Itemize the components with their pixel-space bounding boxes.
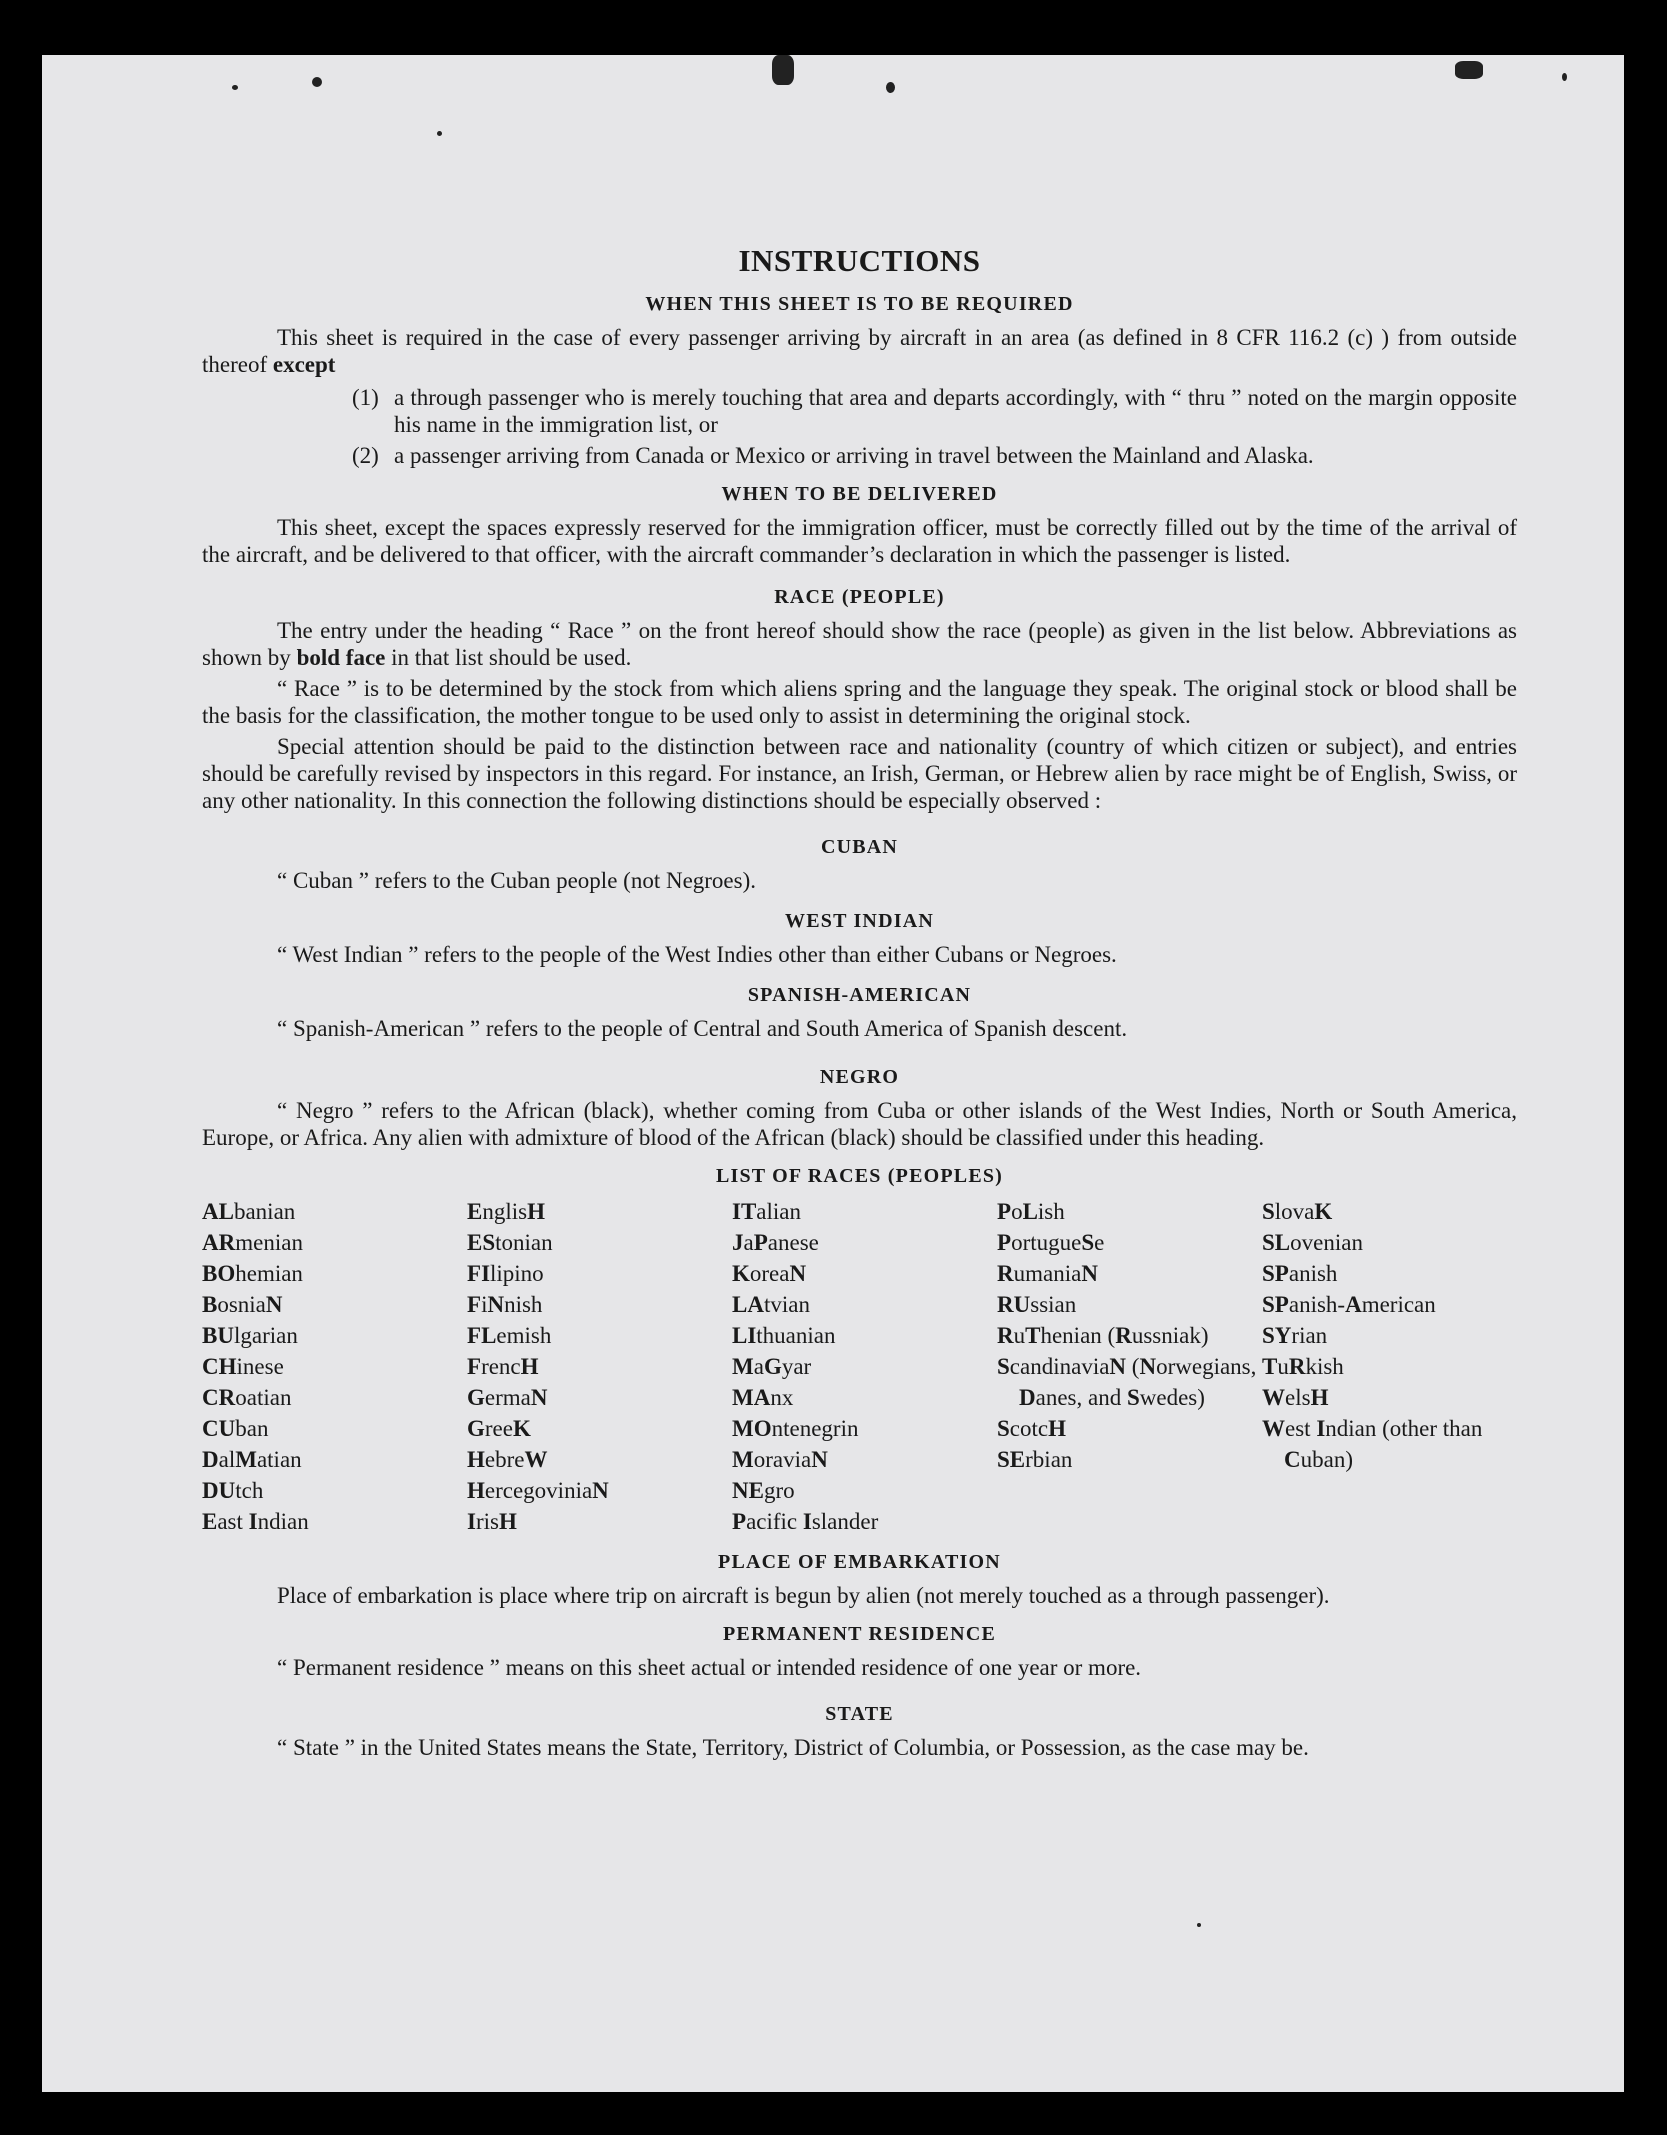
race-entry: DalMatian (202, 1447, 302, 1472)
heading-negro: NEGRO (819, 1066, 900, 1088)
scan-speck (1562, 73, 1567, 81)
race-entry: MOntenegrin (732, 1416, 859, 1441)
race-entry: FiNnish (467, 1292, 543, 1317)
exception-text: a passenger arriving from Canada or Mexico or arriving in travel between the Mainland and Alaska. (394, 443, 1314, 468)
race-entry: HercegoviniaN (467, 1478, 609, 1503)
race-entry: EnglisH (467, 1199, 545, 1224)
heading-west-indian: WEST INDIAN (785, 910, 934, 932)
races-column-5 (1262, 1196, 1527, 1537)
races-column-1 (202, 1196, 467, 1537)
race-entry: ARmenian (202, 1230, 303, 1255)
scan-speck (772, 55, 794, 85)
race-entry: LIthuanian (732, 1323, 836, 1348)
race-entry: LAtvian (732, 1292, 810, 1317)
heading-cuban: CUBAN (820, 836, 899, 858)
race-entry: CHinese (202, 1354, 284, 1379)
required-intro (202, 324, 1517, 378)
cuban-definition: “ Cuban ” refers to the Cuban people (not Negroes). (277, 868, 757, 893)
exception-text: a through passenger who is merely touching that area and departs accordingly, with “ thru ” noted on the margin opposite his name in the immigration list, or (394, 385, 1517, 437)
embarkation-text: Place of embarkation is place where trip on aircraft is begun by alien (not merely touched as a through passenger). (277, 1583, 1330, 1608)
scan-speck (437, 131, 442, 136)
page-title: INSTRUCTIONS (738, 243, 981, 278)
document-page (42, 55, 1624, 2092)
race-entry: HebreW (467, 1447, 548, 1472)
west-indian-definition: “ West Indian ” refers to the people of the West Indies other than either Cubans or Negroes. (277, 942, 1117, 967)
race-entry: FLemish (467, 1323, 552, 1348)
race-p1-bold: bold face (296, 645, 386, 670)
race-entry: ALbanian (202, 1199, 296, 1224)
race-entry: BUlgarian (202, 1323, 298, 1348)
race-entry: ITalian (732, 1199, 801, 1224)
race-entry: ScandinaviaN (Norwegians, Danes, and Swedes) (997, 1354, 1257, 1410)
race-entry: IrisH (467, 1509, 517, 1534)
race-entry: FrencH (467, 1354, 539, 1379)
race-entry: DUtch (202, 1478, 264, 1503)
race-entry: BosniaN (202, 1292, 283, 1317)
residence-definition: “ Permanent residence ” means on this sheet actual or intended residence of one year or more. (277, 1655, 1142, 1680)
race-entry: RUssian (997, 1292, 1077, 1317)
race-entry: JaPanese (732, 1230, 819, 1255)
race-entry: West Indian (other than Cuban) (1262, 1416, 1483, 1472)
exception-list (352, 384, 1517, 469)
race-entry: BOhemian (202, 1261, 303, 1286)
race-paragraph-2: “ Race ” is to be determined by the stock from which aliens spring and the language they speak. The original stock or blood shall be the basis for the classification, the mother tongue to be used only to assist in determining the original stock. (202, 676, 1517, 728)
heading-residence: PERMANENT RESIDENCE (722, 1623, 997, 1645)
race-entry: SYrian (1262, 1323, 1328, 1348)
required-intro-bold: except (272, 352, 336, 377)
scan-speck (312, 77, 322, 87)
exception-item (352, 442, 1517, 469)
state-definition: “ State ” in the United States means the State, Territory, District of Columbia, or Possession, as the case may be. (277, 1735, 1309, 1760)
scan-speck (232, 85, 238, 90)
exception-number: (1) (352, 385, 379, 410)
race-entry: WelsH (1262, 1385, 1329, 1410)
race-entry: PortugueSe (997, 1230, 1105, 1255)
exception-number: (2) (352, 443, 379, 468)
race-entry: RumaniaN (997, 1261, 1098, 1286)
race-entry: MAnx (732, 1385, 794, 1410)
heading-embarkation: PLACE OF EMBARKATION (718, 1551, 1001, 1573)
race-entry: SPanish-American (1262, 1292, 1436, 1317)
race-entry: TuRkish (1262, 1354, 1344, 1379)
race-entry: MoraviaN (732, 1447, 828, 1472)
race-entry: MaGyar (732, 1354, 812, 1379)
race-entry: EStonian (467, 1230, 553, 1255)
exception-item (352, 384, 1517, 438)
race-p1-text-end: in that list should be used. (391, 645, 632, 670)
race-entry: SErbian (997, 1447, 1073, 1472)
race-paragraph-1 (202, 617, 1517, 671)
races-column-3 (732, 1196, 997, 1537)
race-entry: PoLish (997, 1199, 1065, 1224)
heading-state: STATE (825, 1703, 894, 1725)
negro-definition: “ Negro ” refers to the African (black), whether coming from Cuba or other islands of the West Indies, North or South America, Europe, or Africa. Any alien with admixture of blood of the African (black) should be classified under this heading. (202, 1098, 1517, 1150)
spanish-american-definition: “ Spanish-American ” refers to the people of Central and South America of Spanish descent. (277, 1016, 1128, 1041)
races-column-2 (467, 1196, 732, 1537)
race-entry: Pacific Islander (732, 1509, 879, 1534)
scan-speck (1455, 61, 1483, 79)
race-entry: SLovenian (1262, 1230, 1363, 1255)
scan-speck (886, 82, 895, 93)
race-entry: KoreaN (732, 1261, 807, 1286)
race-entry: SPanish (1262, 1261, 1338, 1286)
race-entry: CUban (202, 1416, 269, 1441)
required-intro-text: This sheet is required in the case of every passenger arriving by aircraft in an area (as defined in 8 CFR 116.2 (c) ) from outside thereof (202, 325, 1517, 377)
race-entry: SlovaK (1262, 1199, 1333, 1224)
races-column-4 (997, 1196, 1262, 1537)
race-entry: GreeK (467, 1416, 531, 1441)
race-p1-text: The entry under the heading “ Race ” on the front hereof should show the race (people) as given in the list below. Abbreviations as shown by (202, 618, 1517, 670)
races-table (202, 1196, 1517, 1537)
race-paragraph-3: Special attention should be paid to the distinction between race and nationality (country of which citizen or subject), and entries should be carefully revised by inspectors in this regard. For instance, an Irish, German, or Hebrew alien by race might be of English, Swiss, or any other nationality. In this connection the following distinctions should be especially observed : (202, 734, 1517, 813)
race-entry: FIlipino (467, 1261, 544, 1286)
delivered-text: This sheet, except the spaces expressly reserved for the immigration officer, must be correctly filled out by the time of the arrival of the aircraft, and be delivered to that officer, with the aircraft commander’s declaration in which the passenger is listed. (202, 515, 1517, 567)
heading-list-of-races: LIST OF RACES (PEOPLES) (715, 1165, 1004, 1187)
heading-when-delivered: WHEN TO BE DELIVERED (721, 483, 998, 505)
heading-race: RACE (PEOPLE) (774, 586, 945, 608)
race-entry: CRoatian (202, 1385, 292, 1410)
heading-spanish-american: SPANISH-AMERICAN (747, 984, 972, 1006)
race-entry: East Indian (202, 1509, 309, 1534)
race-entry: RuThenian (Russniak) (997, 1323, 1209, 1348)
race-entry: ScotcH (997, 1416, 1066, 1441)
race-entry: NEgro (732, 1478, 795, 1503)
scan-speck (1197, 1923, 1201, 1927)
instructions-content (202, 183, 1517, 1761)
heading-when-required: WHEN THIS SHEET IS TO BE REQUIRED (645, 293, 1074, 315)
race-entry: GermaN (467, 1385, 548, 1410)
